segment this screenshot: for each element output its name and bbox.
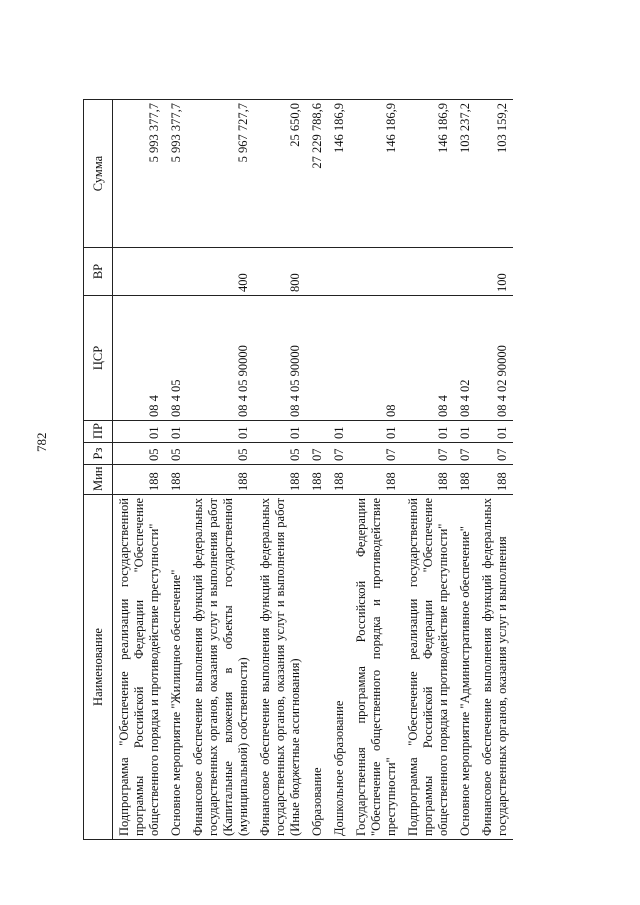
- cell-sum: 5 967 727,7: [187, 100, 254, 248]
- cell-name: Основное мероприятие "Жилищное обеспечение": [165, 495, 187, 840]
- cell-name: Подпрограмма "Обеспечение реализации государственной программы Российской Федерации "Обеспечение общественного порядка и противодействие преступности": [402, 495, 454, 840]
- cell-vr: 800: [254, 248, 306, 296]
- cell-sum: 146 186,9: [402, 100, 454, 248]
- cell-csr: 08 4 02 90000: [476, 296, 513, 421]
- cell-rz: 07: [476, 443, 513, 465]
- cell-sum: 5 993 377,7: [165, 100, 187, 248]
- cell-sum: 27 229 788,6: [306, 100, 328, 248]
- cell-rz: 07: [350, 443, 402, 465]
- page-number: 782: [34, 432, 49, 452]
- table-row: [454, 100, 476, 840]
- table-row: [254, 100, 306, 840]
- cell-rz: 05: [187, 443, 254, 465]
- cell-min: 188: [187, 465, 254, 495]
- cell-name: Образование: [306, 495, 328, 840]
- cell-csr: [328, 296, 350, 421]
- header-rz: Рз: [84, 443, 113, 465]
- table-row: [306, 100, 328, 840]
- cell-sum: 5 993 377,7: [113, 100, 166, 248]
- cell-pr: 01: [402, 421, 454, 443]
- cell-pr: 01: [476, 421, 513, 443]
- cell-name: Основное мероприятие "Административное обеспечение": [454, 495, 476, 840]
- cell-min: 188: [306, 465, 328, 495]
- cell-vr: [350, 248, 402, 296]
- cell-min: 188: [402, 465, 454, 495]
- cell-pr: 01: [454, 421, 476, 443]
- cell-pr: 01: [113, 421, 166, 443]
- table-body: [113, 100, 514, 840]
- cell-csr: 08 4 05 90000: [187, 296, 254, 421]
- header-csr: ЦСР: [84, 296, 113, 421]
- cell-vr: [165, 248, 187, 296]
- cell-rz: 07: [454, 443, 476, 465]
- cell-sum: 25 650,0: [254, 100, 306, 248]
- cell-pr: 01: [187, 421, 254, 443]
- cell-csr: 08 4: [402, 296, 454, 421]
- cell-name: Подпрограмма "Обеспечение реализации государственной программы Российской Федерации "Обеспечение общественного порядка и противодействие преступности": [113, 495, 166, 840]
- cell-vr: [328, 248, 350, 296]
- cell-csr: 08 4 05 90000: [254, 296, 306, 421]
- table-row: [113, 100, 166, 840]
- cell-name: Дошкольное образование: [328, 495, 350, 840]
- header-name: Наименование: [84, 495, 113, 840]
- cell-csr: 08 4 02: [454, 296, 476, 421]
- cell-rz: 07: [306, 443, 328, 465]
- cell-pr: 01: [328, 421, 350, 443]
- cell-rz: 05: [254, 443, 306, 465]
- cell-name: Финансовое обеспечение выполнения функций федеральных государственных органов, оказания услуг и выполнения работ (Иные бюджетные ассигнования): [254, 495, 306, 840]
- cell-min: 188: [328, 465, 350, 495]
- header-sum: Сумма: [84, 100, 113, 248]
- cell-csr: 08: [350, 296, 402, 421]
- cell-rz: 07: [328, 443, 350, 465]
- table-row: [165, 100, 187, 840]
- cell-csr: 08 4: [113, 296, 166, 421]
- cell-min: 188: [476, 465, 513, 495]
- cell-min: 188: [254, 465, 306, 495]
- cell-sum: 103 237,2: [454, 100, 476, 248]
- cell-name: Финансовое обеспечение выполнения функций федеральных государственных органов, оказания услуг и выполнения: [476, 495, 513, 840]
- table-header-row: [84, 100, 113, 840]
- header-pr: ПР: [84, 421, 113, 443]
- cell-vr: [454, 248, 476, 296]
- cell-pr: 01: [165, 421, 187, 443]
- cell-rz: 05: [113, 443, 166, 465]
- table-row: [402, 100, 454, 840]
- cell-sum: 146 186,9: [350, 100, 402, 248]
- table-row: [187, 100, 254, 840]
- table-row: [476, 100, 513, 840]
- cell-pr: 01: [254, 421, 306, 443]
- cell-min: 188: [165, 465, 187, 495]
- cell-sum: 103 159,2: [476, 100, 513, 248]
- budget-table: [83, 99, 513, 840]
- cell-name: Финансовое обеспечение выполнения функций федеральных государственных органов, оказания услуг и выполнения работ (Капитальные вложения в объекты государственной (муниципальной) собственности): [187, 495, 254, 840]
- cell-vr: [402, 248, 454, 296]
- cell-min: 188: [350, 465, 402, 495]
- table-row: [350, 100, 402, 840]
- cell-rz: 05: [165, 443, 187, 465]
- cell-rz: 07: [402, 443, 454, 465]
- table-row: [328, 100, 350, 840]
- cell-sum: 146 186,9: [328, 100, 350, 248]
- cell-vr: 400: [187, 248, 254, 296]
- cell-pr: [306, 421, 328, 443]
- cell-csr: [306, 296, 328, 421]
- header-min: Мин: [84, 465, 113, 495]
- cell-name: Государственная программа Российской Федерации "Обеспечение общественного порядка и противодействие преступности": [350, 495, 402, 840]
- cell-csr: 08 4 05: [165, 296, 187, 421]
- cell-vr: [306, 248, 328, 296]
- cell-min: 188: [454, 465, 476, 495]
- header-vr: ВР: [84, 248, 113, 296]
- cell-pr: 01: [350, 421, 402, 443]
- cell-min: 188: [113, 465, 166, 495]
- rotated-page-content: [83, 100, 628, 840]
- cell-vr: [113, 248, 166, 296]
- cell-vr: 100: [476, 248, 513, 296]
